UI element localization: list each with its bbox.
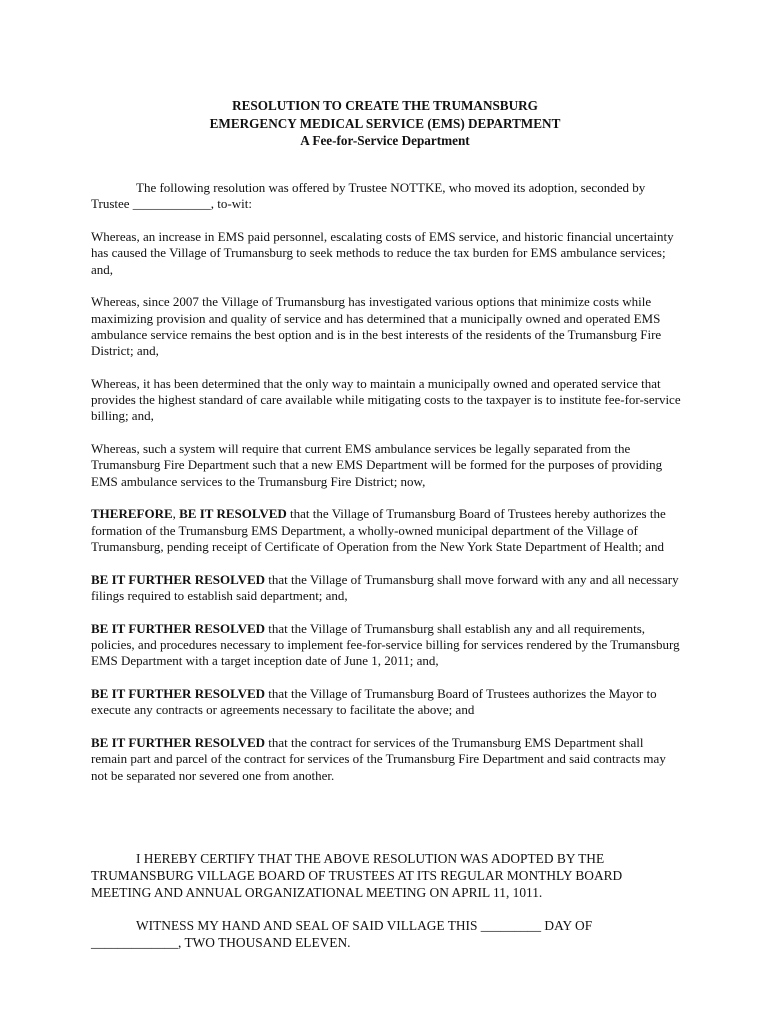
resolution-title bbox=[90, 97, 680, 150]
therefore-text: that the Village of Trumansburg Board of Trustees hereby authorizes the formation of the Trumansburg EMS Department, a wholly-owned municipal department of the Village of Trumansburg, pending receipt of Certificate of Operation from the New York State Department of Health; and bbox=[91, 506, 666, 554]
further-resolved-text: that the Village of Trumansburg Board of Trustees authorizes the Mayor to execute any contracts or agreements necessary to facilitate the above; and bbox=[91, 685, 657, 718]
whereas-paragraph-1: Whereas, an increase in EMS paid personnel, escalating costs of EMS service, and historic financial uncertainty has caused the Village of Trumansburg to seek methods to reduce the tax burden for EMS ambulance services; and, bbox=[91, 228, 674, 277]
therefore-paragraph bbox=[91, 506, 681, 555]
whereas-paragraph-2: Whereas, since 2007 the Village of Trumansburg has investigated various options that minimize costs while maximizing provision and quality of service and has determined that a municipally owned and operated EMS ambulance service remains the best option and is in the best interests of the residents of the Trumansburg Fire District; and, bbox=[91, 294, 662, 359]
further-resolved-lead: BE IT FURTHER RESOLVED bbox=[91, 685, 266, 701]
further-resolved-lead: BE IT FURTHER RESOLVED bbox=[91, 734, 266, 750]
resolved-lead: BE IT RESOLVED bbox=[179, 506, 287, 522]
whereas-paragraph-4: Whereas, such a system will require that current EMS ambulance services be legally separated from the Trumansburg Fire Department such that a new EMS Department will be formed for the purposes of providing EMS ambulance services to the Trumansburg Fire District; now, bbox=[91, 441, 663, 489]
further-resolved-lead: BE IT FURTHER RESOLVED bbox=[91, 620, 266, 636]
further-resolved-lead: BE IT FURTHER RESOLVED bbox=[91, 571, 266, 587]
further-resolved-paragraph-4 bbox=[91, 735, 681, 784]
therefore-separator: , bbox=[172, 506, 180, 522]
title-line-3: A Fee-for-Service Department bbox=[300, 133, 470, 148]
therefore-lead: THEREFORE bbox=[91, 506, 173, 522]
certify-paragraph: I HEREBY CERTIFY THAT THE ABOVE RESOLUTION WAS ADOPTED BY THE TRUMANSBURG VILLAGE BOARD OF TRUSTEES AT ITS REGULAR MONTHLY BOARD MEETING AND ANNUAL ORGANIZATIONAL MEETING ON APRIL 11, 1011. bbox=[91, 851, 623, 900]
whereas-paragraph-3: Whereas, it has been determined that the only way to maintain a municipally owned and operated service that provides the highest standard of care available while mitigating costs to the taxpayer is to institute fee-for-service billing; and, bbox=[91, 375, 681, 424]
title-line-2: EMERGENCY MEDICAL SERVICE (EMS) DEPARTMENT bbox=[209, 115, 561, 131]
further-resolved-text: that the Village of Trumansburg shall establish any and all requirements, policies, and procedures necessary to implement fee-for-service billing for services rendered by the Trumansburg EMS Department with a target inception date of June 1, 2011; and, bbox=[91, 620, 680, 669]
intro-paragraph: The following resolution was offered by Trustee NOTTKE, who moved its adoption, seconded by Trustee ____________, to-wit: bbox=[91, 180, 646, 212]
title-line-1: RESOLUTION TO CREATE THE TRUMANSBURG bbox=[232, 98, 538, 113]
witness-paragraph: WITNESS MY HAND AND SEAL OF SAID VILLAGE THIS _________ DAY OF _____________, TWO THOUSAND ELEVEN. bbox=[91, 917, 593, 950]
further-resolved-paragraph-2 bbox=[91, 621, 681, 670]
further-resolved-paragraph-1 bbox=[91, 572, 681, 605]
further-resolved-text: that the contract for services of the Trumansburg EMS Department shall remain part and parcel of the contract for services of the Trumansburg Fire Department and said contracts may not be separated nor severed one from another. bbox=[91, 734, 666, 783]
further-resolved-paragraph-3 bbox=[91, 686, 681, 719]
resolution-body bbox=[91, 180, 681, 800]
certification-block bbox=[91, 851, 681, 968]
further-resolved-text: that the Village of Trumansburg shall move forward with any and all necessary filings required to establish said department; and, bbox=[91, 571, 679, 603]
